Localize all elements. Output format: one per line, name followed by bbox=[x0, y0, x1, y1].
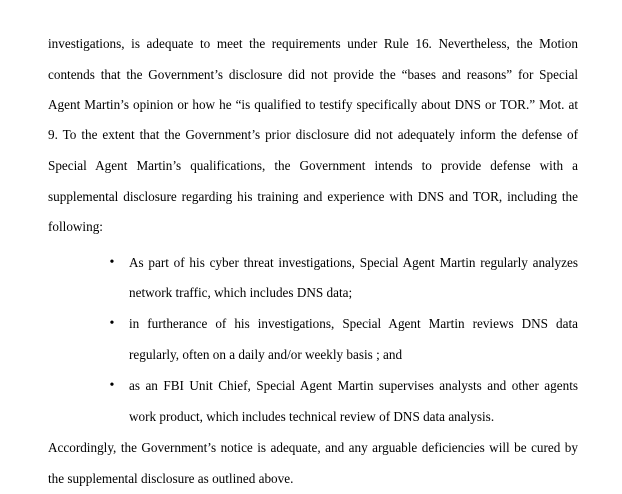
body-line: supplemental disclosure regarding his training and experience with DNS and TOR, including the bbox=[48, 189, 578, 204]
bullet-item-line: network traffic, which includes DNS data; bbox=[129, 285, 353, 300]
bullet-item-line: As part of his cyber threat investigations, Special Agent Martin regularly analyzes bbox=[129, 255, 578, 270]
bullet-item-line: work product, which includes technical review of DNS data analysis. bbox=[129, 409, 495, 424]
body-line: Special Agent Martin’s qualifications, the Government intends to provide defense with a bbox=[48, 158, 578, 173]
closing-line: Accordingly, the Government’s notice is adequate, and any arguable deficiencies will be cured by bbox=[48, 440, 578, 455]
body-line: investigations, is adequate to meet the requirements under Rule 16. Nevertheless, the Motion bbox=[48, 36, 578, 51]
closing-line: the supplemental disclosure as outlined above. bbox=[48, 471, 294, 486]
bullet-item-line: regularly, often on a daily and/or weekly basis ; and bbox=[129, 347, 403, 362]
bullet-item-line: as an FBI Unit Chief, Special Agent Martin supervises analysts and other agents bbox=[129, 378, 578, 393]
bullet-icon: • bbox=[109, 316, 115, 331]
body-line: Agent Martin’s opinion or how he “is qualified to testify specifically about DNS or TOR.” Mot. at bbox=[48, 97, 578, 112]
bullet-icon: • bbox=[109, 378, 115, 393]
bullet-icon: • bbox=[109, 255, 115, 270]
bullet-item-line: in furtherance of his investigations, Special Agent Martin reviews DNS data bbox=[129, 316, 578, 331]
body-line: contends that the Government’s disclosure did not provide the “bases and reasons” for Special bbox=[48, 67, 578, 82]
body-line: 9. To the extent that the Government’s prior disclosure did not adequately inform the defense of bbox=[48, 127, 578, 142]
body-line: following: bbox=[48, 219, 103, 234]
